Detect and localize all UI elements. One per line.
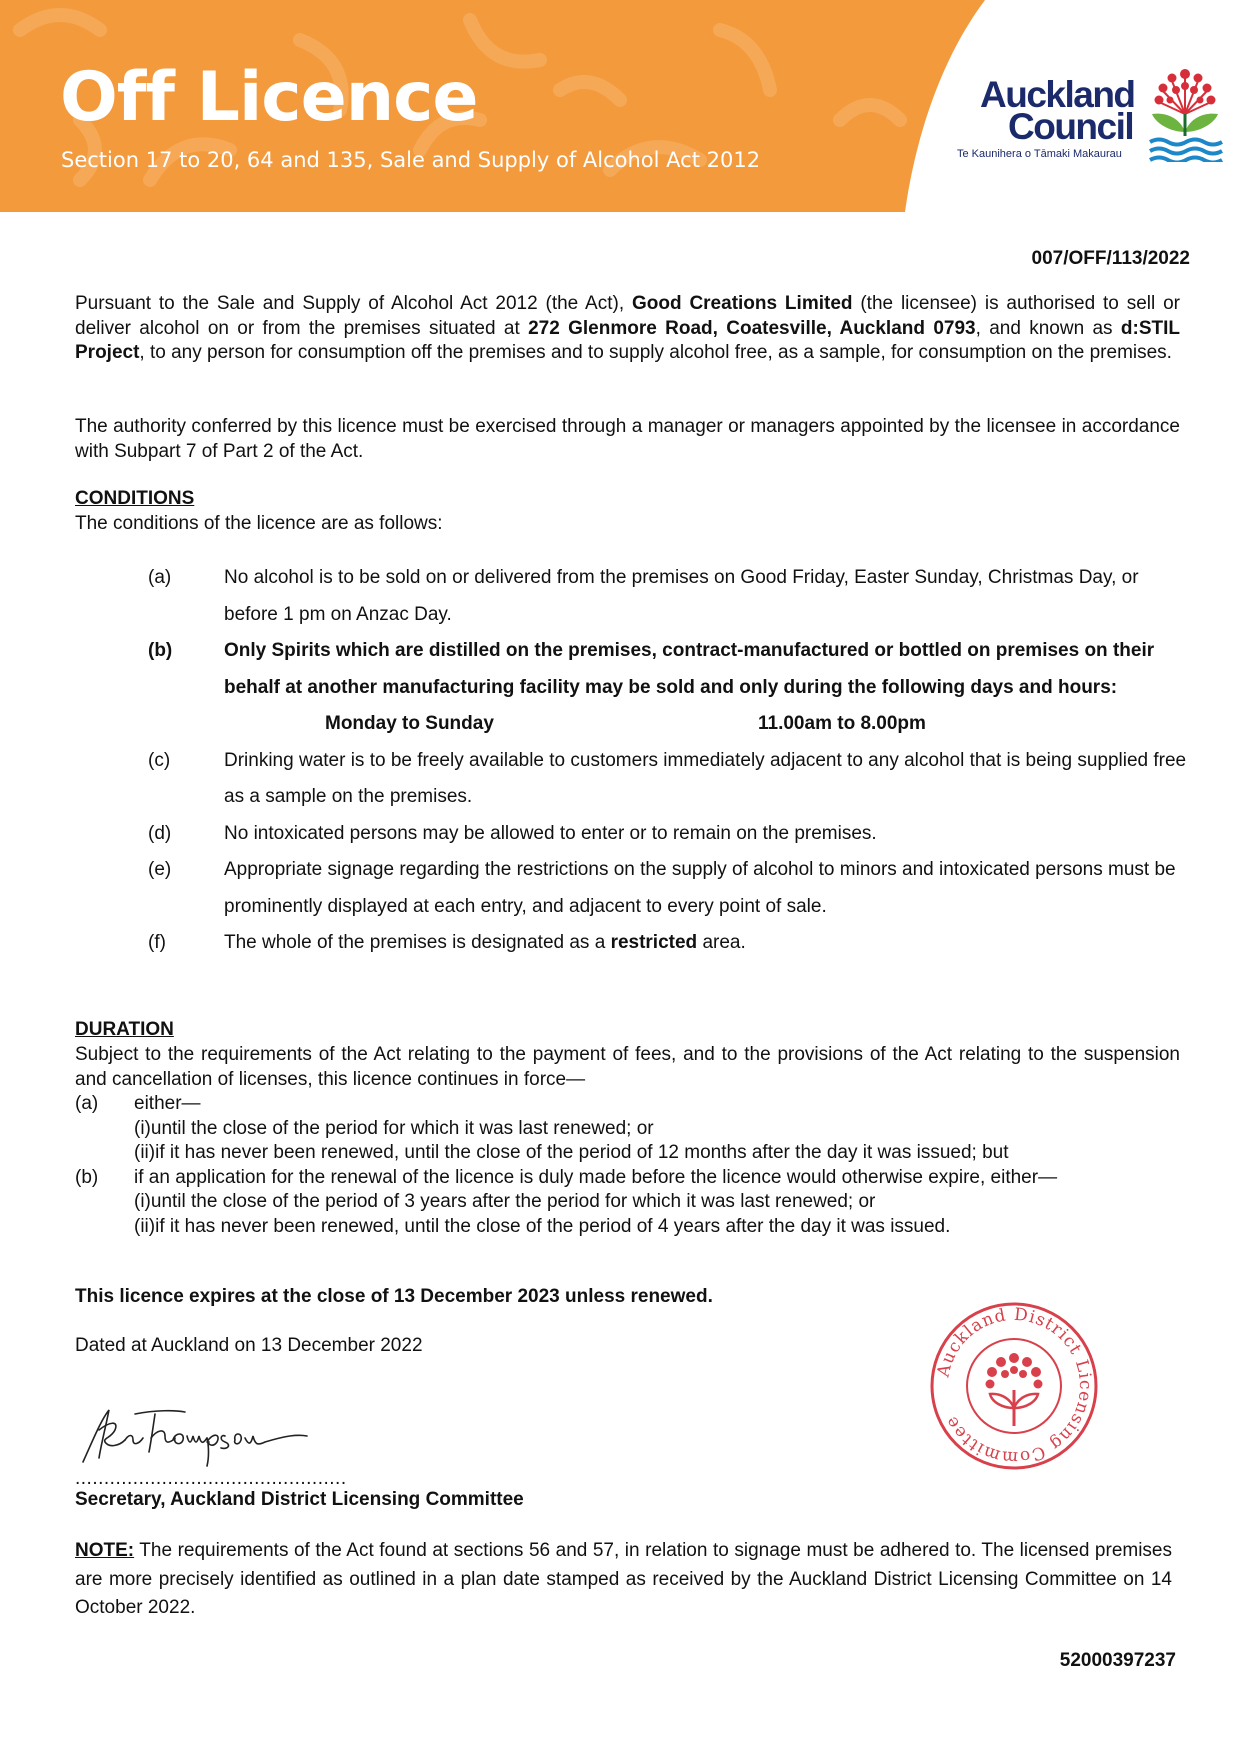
- logo-line-council: Council: [1008, 106, 1134, 147]
- licence-reference-number: 007/OFF/113/2022: [1031, 248, 1190, 269]
- authority-paragraph: The authority conferred by this licence must be exercised through a manager or managers appointed by the licensee in accordance with Subpart 7 of Part 2 of the Act.: [75, 416, 1180, 462]
- condition-item: [148, 925, 1188, 962]
- condition-label: (d): [148, 822, 172, 844]
- intro-paragraph: [75, 292, 1180, 366]
- duration-sublabel: (ii): [134, 1142, 156, 1163]
- intro-text: (the licensee) is authorised to sell or deliver alcohol on or from the premises situated at: [75, 293, 1180, 339]
- condition-text-part: The whole of the premises is designated as a: [224, 932, 611, 953]
- duration-subtext: until the close of the period of 3 years after the period for which it was last renewed; or: [150, 1191, 876, 1212]
- document-title: Off Licence: [60, 58, 478, 137]
- duration-subitem: [75, 1141, 1057, 1166]
- trading-hours: [148, 706, 1188, 743]
- auckland-council-logo: [950, 66, 1230, 166]
- logo-line-auckland: Auckland: [980, 74, 1135, 115]
- intro-text: , to any person for consumption off the premises and to supply alcohol free, as a sample, for consumption on the premises.: [139, 342, 1172, 363]
- restricted-term: restricted: [610, 932, 698, 953]
- premises-name: d:STIL Project: [75, 317, 1180, 363]
- duration-item: [75, 1166, 1057, 1191]
- duration-subtext: until the close of the period for which it was last renewed; or: [150, 1117, 654, 1139]
- note-label: NOTE:: [75, 1540, 135, 1561]
- duration-heading: DURATION: [75, 1019, 174, 1040]
- duration-subitem: [75, 1215, 1057, 1240]
- signatory-title: Secretary, Auckland District Licensing Committee: [75, 1489, 524, 1510]
- duration-subitem: [75, 1190, 1057, 1215]
- duration-label: (a): [75, 1093, 99, 1114]
- duration-subtext: if it has never been renewed, until the close of the period of 12 months after the day it was issued; but: [155, 1142, 1009, 1163]
- condition-text: Only Spirits which are distilled on the premises, contract-manufactured or bottled on premises on their behalf at another manufacturing facility may be sold and only during the following days and hours:: [224, 640, 1155, 698]
- pohutukawa-icon: [1146, 66, 1224, 162]
- trading-days: Monday to Sunday: [325, 713, 494, 734]
- signature: [75, 1400, 315, 1470]
- condition-text: Drinking water is to be freely available to customers immediately adjacent to any alcohol that is being supplied free as a sample on the premises.: [224, 749, 1187, 807]
- duration-text: either—: [134, 1093, 201, 1114]
- note-text: The requirements of the Act found at sections 56 and 57, in relation to signage must be adhered to. The licensed premises are more precisely identified as outlined in a plan date stamped as received by the Auckland District Licensing Committee on 14 October 2022.: [75, 1540, 1172, 1618]
- condition-label: (e): [148, 859, 172, 880]
- dated-statement: Dated at Auckland on 13 December 2022: [75, 1335, 423, 1356]
- condition-label: (a): [148, 567, 172, 588]
- condition-text: Appropriate signage regarding the restrictions on the supply of alcohol to minors and intoxicated persons must be prominently displayed at each entry, and adjacent to every point of sale.: [224, 859, 1176, 917]
- condition-item: [148, 633, 1188, 706]
- condition-item: [148, 852, 1188, 925]
- duration-item: [75, 1092, 1057, 1117]
- duration-subitem: [75, 1117, 1057, 1142]
- signature-line: ...............................................: [75, 1468, 347, 1489]
- conditions-heading: CONDITIONS: [75, 488, 195, 509]
- expiry-statement: This licence expires at the close of 13 December 2023 unless renewed.: [75, 1286, 713, 1307]
- condition-text-part: area.: [697, 932, 746, 953]
- condition-item: [148, 816, 1188, 853]
- conditions-intro: The conditions of the licence are as follows:: [75, 513, 443, 534]
- document-number: 52000397237: [1059, 1650, 1176, 1671]
- duration-text: if an application for the renewal of the licence is duly made before the licence would otherwise expire, either—: [134, 1166, 1058, 1188]
- duration-intro: Subject to the requirements of the Act relating to the payment of fees, and to the provisions of the Act relating to the suspension and cancellation of licenses, this licence continues in force—: [75, 1044, 1180, 1090]
- condition-item: [148, 743, 1188, 816]
- licensee-name: Good Creations Limited: [631, 293, 853, 314]
- condition-text: No alcohol is to be sold on or delivered from the premises on Good Friday, Easter Sunday, Christmas Day, or before 1 pm on Anzac Day.: [224, 567, 1139, 625]
- condition-text: No intoxicated persons may be allowed to enter or to remain on the premises.: [224, 822, 877, 844]
- duration-list: [75, 1092, 1057, 1239]
- condition-label: (b): [148, 640, 173, 661]
- document-subtitle: Section 17 to 20, 64 and 135, Sale and Supply of Alcohol Act 2012: [61, 148, 761, 172]
- trading-times: 11.00am to 8.00pm: [758, 713, 926, 734]
- licensing-committee-seal: [928, 1300, 1100, 1472]
- conditions-list: [148, 560, 1188, 962]
- condition-text: [224, 925, 1188, 962]
- intro-text: , and known as: [975, 317, 1121, 339]
- condition-label: (f): [148, 932, 166, 953]
- svg-text:Auckland District Licensing Co: Auckland District Licensing Committee: [933, 1304, 1096, 1468]
- duration-subtext: if it has never been renewed, until the close of the period of 4 years after the day it was issued.: [155, 1215, 951, 1237]
- header-banner: [0, 0, 1240, 212]
- intro-text: Pursuant to the Sale and Supply of Alcohol Act 2012 (the Act),: [75, 293, 632, 314]
- logo-tagline: Te Kaunihera o Tāmaki Makaurau: [957, 148, 1122, 160]
- premises-address: 272 Glenmore Road, Coatesville, Auckland 0793: [528, 317, 976, 339]
- duration-sublabel: (i): [134, 1191, 151, 1212]
- duration-sublabel: (ii): [134, 1215, 156, 1237]
- condition-label: (c): [148, 749, 171, 771]
- duration-label: (b): [75, 1166, 99, 1188]
- condition-item: [148, 560, 1188, 633]
- duration-sublabel: (i): [134, 1117, 151, 1139]
- note-paragraph: [75, 1537, 1172, 1623]
